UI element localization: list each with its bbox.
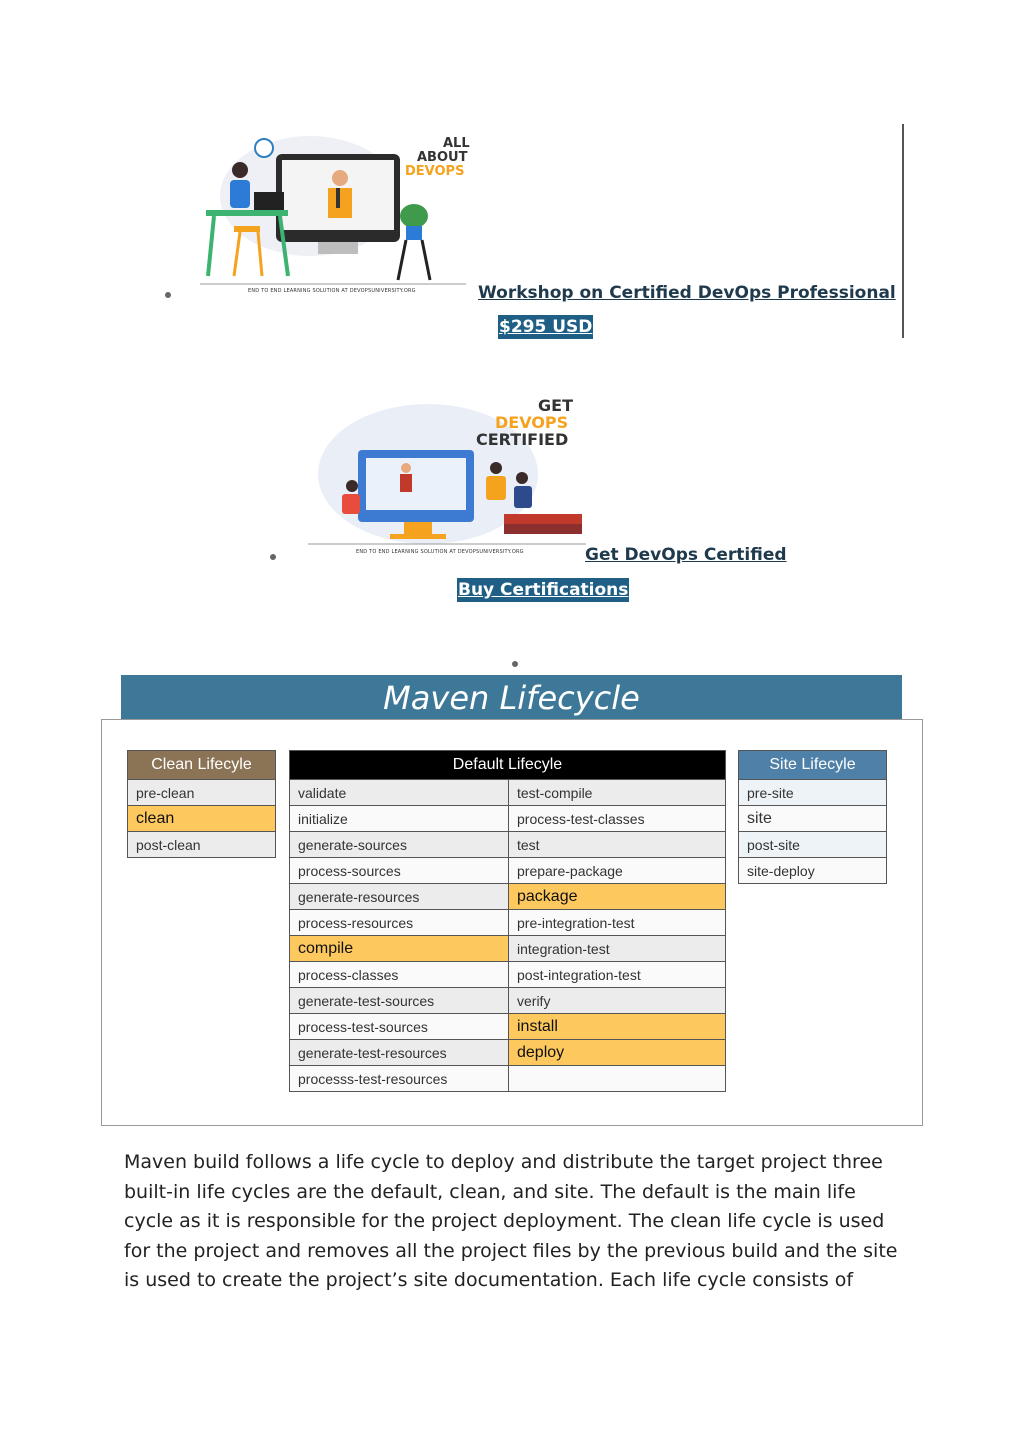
- site-lifecycle-table: [738, 750, 887, 884]
- divider-line: [902, 124, 904, 338]
- badge-line3: DEVOPS: [405, 164, 465, 179]
- badge-line1: GET: [538, 396, 573, 415]
- description-paragraph: Maven build follows a life cycle to deploy and distribute the target project three built-in life cycles are the default, clean, and site. The default is the main life cycle as it is responsible for the project deployment. The clean life cycle is used for the project and removes all the project files by the previous build and the site is used to create the project’s site documentation. Each life cycle consists of: [124, 1151, 898, 1291]
- image-caption: END TO END LEARNING SOLUTION AT DEVOPSUNIVERSITY.ORG: [248, 288, 416, 294]
- badge-line1: ALL: [443, 136, 470, 151]
- site-phase: site-deploy: [739, 858, 887, 884]
- default-phase: integration-test: [509, 936, 726, 962]
- badge-line2: DEVOPS: [495, 413, 569, 432]
- default-phase: install: [509, 1014, 726, 1040]
- default-phase: pre-integration-test: [509, 910, 726, 936]
- default-phase: process-test-classes: [509, 806, 726, 832]
- clean-phase: post-clean: [128, 832, 276, 858]
- default-phase: post-integration-test: [509, 962, 726, 988]
- default-phase: generate-resources: [290, 884, 509, 910]
- get-devops-certified-illustration[interactable]: [308, 394, 586, 562]
- clean-phase: pre-clean: [128, 780, 276, 806]
- default-phase: process-test-sources: [290, 1014, 509, 1040]
- default-phase: deploy: [509, 1040, 726, 1066]
- default-phase: generate-test-resources: [290, 1040, 509, 1066]
- default-phase: package: [509, 884, 726, 910]
- badge-line3: CERTIFIED: [476, 430, 569, 449]
- default-phase: generate-sources: [290, 832, 509, 858]
- default-phase: test-compile: [509, 780, 726, 806]
- default-lifecycle-table: [289, 750, 726, 1092]
- list-bullet: [165, 292, 171, 298]
- site-phase: post-site: [739, 832, 887, 858]
- maven-lifecycle-title: Maven Lifecycle: [121, 675, 902, 719]
- workshop-link[interactable]: Workshop on Certified DevOps Professional: [478, 283, 896, 303]
- default-phase: verify: [509, 988, 726, 1014]
- default-phase: compile: [290, 936, 509, 962]
- list-bullet: [270, 554, 276, 560]
- default-phase: [509, 1066, 726, 1092]
- site-phase: site: [739, 806, 887, 832]
- all-about-devops-illustration[interactable]: [200, 126, 472, 296]
- buy-certifications-button[interactable]: Buy Certifications: [458, 580, 629, 600]
- get-certified-link[interactable]: Get DevOps Certified: [585, 545, 787, 565]
- clean-lifecycle-header: Clean Lifecyle: [128, 751, 276, 780]
- default-phase: process-sources: [290, 858, 509, 884]
- site-phase: pre-site: [739, 780, 887, 806]
- default-lifecycle-header: Default Lifecyle: [290, 751, 726, 780]
- default-phase: validate: [290, 780, 509, 806]
- default-phase: process-resources: [290, 910, 509, 936]
- default-phase: processs-test-resources: [290, 1066, 509, 1092]
- default-phase: test: [509, 832, 726, 858]
- badge-line2: ABOUT: [417, 150, 468, 165]
- list-bullet: [512, 661, 518, 667]
- default-phase: process-classes: [290, 962, 509, 988]
- clean-lifecycle-table: [127, 750, 276, 858]
- price-button[interactable]: $295 USD: [499, 317, 593, 337]
- site-lifecycle-header: Site Lifecyle: [739, 751, 887, 780]
- image-caption: END TO END LEARNING SOLUTION AT DEVOPSUNIVERSITY.ORG: [356, 549, 524, 555]
- default-phase: initialize: [290, 806, 509, 832]
- default-phase: prepare-package: [509, 858, 726, 884]
- default-phase: generate-test-sources: [290, 988, 509, 1014]
- clean-phase: clean: [128, 806, 276, 832]
